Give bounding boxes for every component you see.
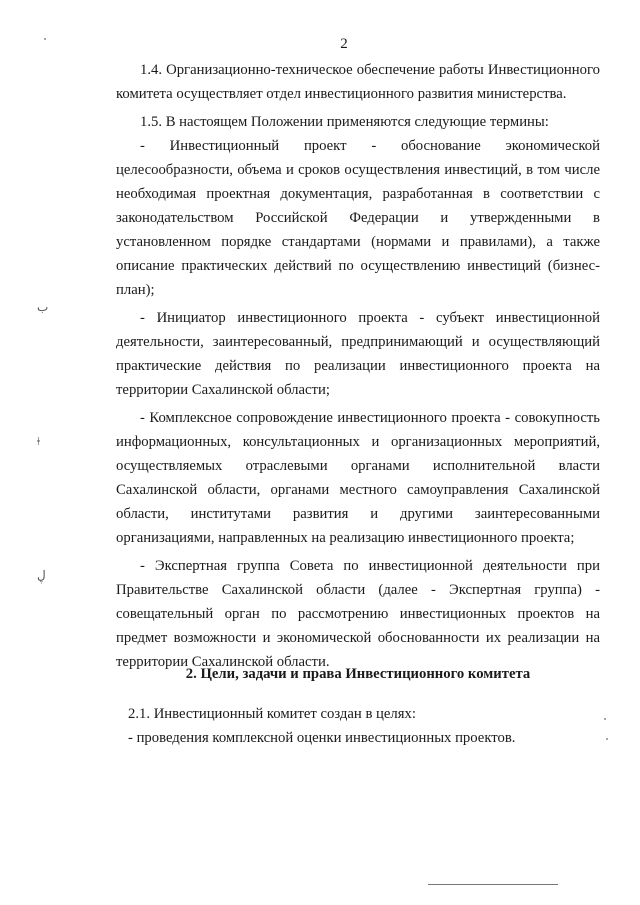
footer-line — [428, 884, 558, 885]
scan-speck — [44, 38, 46, 40]
page-number: 2 — [340, 36, 348, 52]
paragraph-1-5: 1.5. В настоящем Положении применяются следующие термины: — [140, 114, 549, 130]
paragraph-expert-group: - Экспертная группа Совета по инвестиционной деятельности при Правительстве Сахалинской области (далее - Экспертная группа) - совещательный орган по рассмотрению инвестиционных проектов на предмет возможности и экономической обоснованности их реализации на территории Сахалинской области. — [116, 558, 600, 670]
paragraph-complex-support: - Комплексное сопровождение инвестиционного проекта - совокупность информационных, консультационных и организационных мероприятий, осуществляемых отраслевыми органами исполнительной власти Сахалинской области, органами местного самоуправления Сахалинской области, институтами развития и другими заинтересованными организациями, направленных на реализацию инвестиционного проекта; — [116, 410, 600, 546]
paragraph-1-4: 1.4. Организационно-техническое обеспечение работы Инвестиционного комитета осуществляет отдел инвестиционного развития министерства. — [116, 62, 600, 102]
scan-speck — [604, 718, 606, 720]
paragraph-2-1: 2.1. Инвестиционный комитет создан в целях: — [128, 706, 416, 722]
section-2-heading: 2. Цели, задачи и права Инвестиционного комитета — [185, 666, 531, 682]
margin-mark: ڸ — [37, 568, 46, 582]
paragraph-investment-project: - Инвестиционный проект - обоснование экономической целесообразности, объема и сроков осуществления инвестиций, в том числе необходимая проектная документация, разработанная в соответствии с законодательством Российской Федерации и утвержденными в установленном порядке стандартами (нормами и правилами), а также описание практических действий по осуществлению инвестиций (бизнес-план); — [116, 138, 600, 298]
document-body — [116, 58, 600, 674]
paragraph-2-1-item: - проведения комплексной оценки инвестиционных проектов. — [128, 730, 516, 746]
paragraph-project-initiator: - Инициатор инвестиционного проекта - субъект инвестиционной деятельности, заинтересованный, предпринимающий и осуществляющий практические действия по реализации инвестиционного проекта на территории Сахалинской области; — [116, 310, 600, 398]
margin-mark: ب — [37, 300, 49, 314]
scan-speck — [606, 738, 608, 740]
section-2-body — [116, 702, 600, 750]
margin-mark: ǂ — [37, 434, 40, 448]
